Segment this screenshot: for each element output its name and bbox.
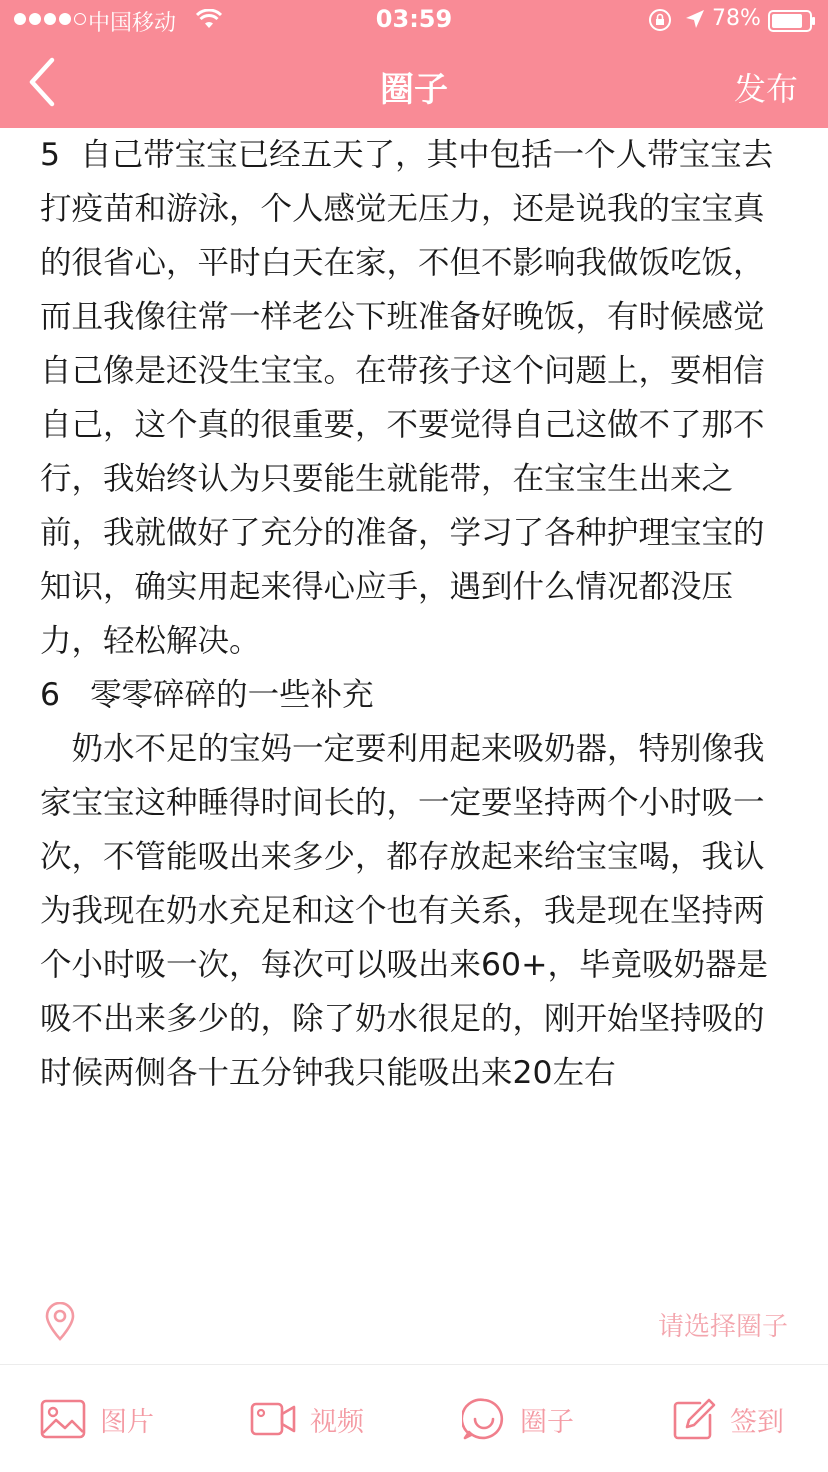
post-body-editor[interactable]: [40, 128, 792, 1100]
publish-button[interactable]: 发布: [733, 70, 798, 108]
image-icon: [40, 1399, 86, 1439]
header: [0, 0, 828, 128]
toolbar-video-button[interactable]: [250, 1393, 364, 1445]
bottom-toolbar: [0, 1365, 828, 1472]
toolbar-item-label: 圈子: [520, 1406, 574, 1438]
battery-icon: [768, 10, 816, 32]
post-paragraph: 奶水不足的宝妈一定要利用起来吸奶器，特别像我家宝宝这种睡得时间长的，一定要坚持两个小时吸一次，不管能吸出来多少，都存放起来给宝宝喝，我认为我现在奶水充足和这个也有关系，我是现在坚持两个小时吸一次，每次可以吸出来60+，毕竟吸奶器是吸不出来多少的，除了奶水很足的，刚开始坚持吸的时候两侧各十五分钟我只能吸出来20左右: [40, 731, 768, 1091]
video-icon: [250, 1399, 296, 1439]
location-pin-icon[interactable]: [44, 1302, 76, 1346]
chevron-left-icon: [22, 52, 62, 112]
nav-bar: [0, 40, 828, 128]
toolbar-image-button[interactable]: [40, 1393, 154, 1445]
post-paragraph: 5 自己带宝宝已经五天了，其中包括一个人带宝宝去打疫苗和游泳，个人感觉无压力，还是说我的宝宝真的很省心，平时白天在家，不但不影响我做饭吃饭，而且我像往常一样老公下班准备好晚饭，有时候感觉自己像是还没生宝宝。在带孩子这个问题上，要相信自己，这个真的很重要，不要觉得自己这做不了那不行，我始终认为只要能生就能带，在宝宝生出来之前，我就做好了充分的准备，学习了各种护理宝宝的知识，确实用起来得心应手，遇到什么情况都没压力，轻松解决。: [40, 137, 774, 659]
toolbar-item-label: 图片: [100, 1406, 154, 1438]
toolbar-item-label: 视频: [310, 1406, 364, 1438]
post-meta-row: [0, 1292, 828, 1362]
toolbar-circle-button[interactable]: [462, 1393, 574, 1445]
page-title: 圈子: [380, 70, 448, 110]
circle-chat-icon: [462, 1397, 506, 1441]
status-time: 03:59: [375, 5, 453, 33]
rotation-lock-icon: [648, 8, 672, 32]
post-paragraph: 6 零零碎碎的一些补充: [40, 677, 374, 713]
toolbar-item-label: 签到: [730, 1406, 784, 1438]
status-bar: [0, 0, 828, 40]
carrier-name: 中国移动: [88, 11, 177, 36]
back-button[interactable]: [22, 52, 70, 112]
battery-percentage: 78%: [712, 6, 761, 31]
toolbar-checkin-button[interactable]: [672, 1393, 784, 1445]
select-circle-button[interactable]: 请选择圈子: [657, 1312, 788, 1342]
location-arrow-icon: [684, 8, 706, 30]
edit-icon: [672, 1397, 716, 1441]
